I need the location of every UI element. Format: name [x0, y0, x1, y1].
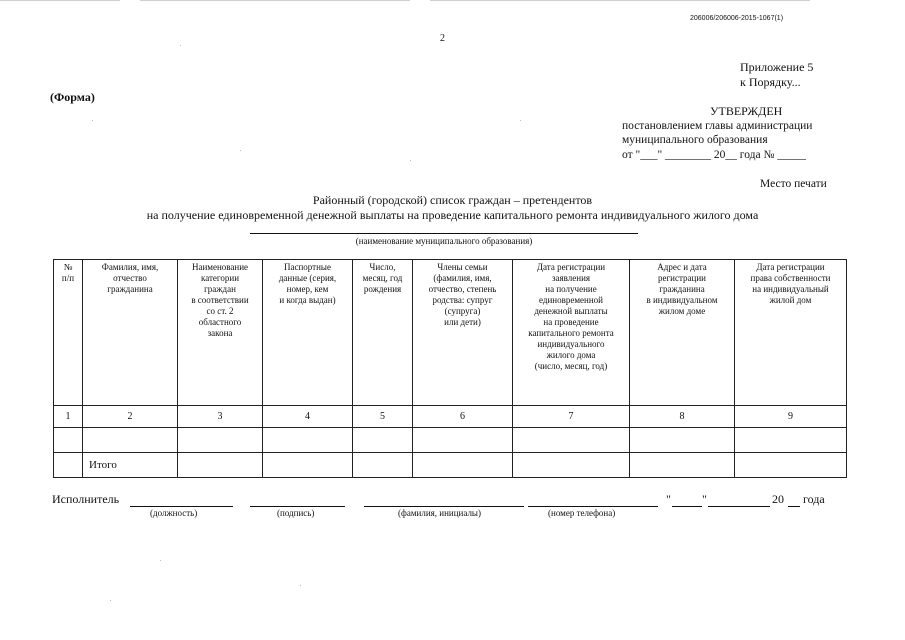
empty-cell	[630, 428, 735, 453]
empty-cell	[83, 428, 178, 453]
empty-cell	[353, 428, 413, 453]
empty-cell	[178, 428, 263, 453]
scan-speck	[110, 600, 111, 601]
scan-edge	[140, 0, 410, 1]
column-header: Дата регистрации права собственности на индивидуальный жилой дом	[735, 260, 847, 406]
scan-edge	[0, 0, 120, 1]
empty-cell	[735, 453, 847, 478]
appendix-note	[740, 60, 813, 90]
approval-line-1: постановлением главы администрации	[622, 119, 813, 132]
position-caption: (должность)	[150, 508, 198, 518]
empty-cell	[54, 453, 83, 478]
column-header: Число, месяц, год рождения	[353, 260, 413, 406]
phone-caption: (номер телефона)	[548, 508, 616, 518]
document-title-line-1: Районный (городской) список граждан – претендентов	[312, 193, 593, 207]
column-header: Адрес и дата регистрации гражданина в индивидуальном жилом доме	[630, 260, 735, 406]
document-id: 206006/206006-2015-1067(1)	[690, 15, 784, 22]
approval-block	[622, 104, 812, 162]
empty-cell	[54, 428, 83, 453]
document-title-line-2: на получение единовременной денежной выплаты на проведение капитального ремонта индивидуального жилого дома	[146, 208, 759, 222]
column-number: 9	[735, 406, 847, 428]
column-header: Паспортные данные (серия, номер, кем и когда выдан)	[263, 260, 353, 406]
applicants-table	[53, 259, 847, 478]
approval-title: УТВЕРЖДЕН	[710, 104, 783, 118]
year-fill-line	[788, 506, 800, 507]
empty-cell	[513, 453, 630, 478]
empty-cell	[630, 453, 735, 478]
column-number: 1	[54, 406, 83, 428]
column-header: Фамилия, имя, отчество гражданина	[83, 260, 178, 406]
signature-caption: (подпись)	[277, 508, 315, 518]
empty-cell	[413, 453, 513, 478]
column-header: Члены семьи (фамилия, имя, отчество, степень родства: супруг (супруга) или дети)	[413, 260, 513, 406]
phone-fill-line	[528, 506, 658, 507]
empty-cell	[513, 428, 630, 453]
municipality-caption: (наименование муниципального образования)	[355, 236, 533, 246]
scan-speck	[410, 160, 411, 161]
column-header: № п/п	[54, 260, 83, 406]
empty-cell	[413, 428, 513, 453]
column-number: 4	[263, 406, 353, 428]
empty-cell	[263, 428, 353, 453]
scan-speck	[92, 120, 93, 121]
column-header: Дата регистрации заявления на получение единовременной денежной выплаты на проведение капитального ремонта индивидуального жилого дома (число, месяц, год)	[513, 260, 630, 406]
scan-speck	[160, 560, 161, 561]
column-number: 5	[353, 406, 413, 428]
name-caption: (фамилия, инициалы)	[398, 508, 481, 518]
empty-cell	[263, 453, 353, 478]
position-fill-line	[130, 506, 233, 507]
scan-edge	[430, 0, 810, 1]
form-label: (Форма)	[50, 90, 95, 104]
page-number: 2	[440, 33, 445, 44]
total-label: Итого	[83, 453, 178, 478]
table-header-row	[54, 260, 847, 406]
name-fill-line	[364, 506, 524, 507]
empty-cell	[735, 428, 847, 453]
stamp-place: Место печати	[760, 178, 827, 190]
empty-cell	[178, 453, 263, 478]
column-number: 6	[413, 406, 513, 428]
approval-line-3: от "___" ________ 20__ года № _____	[622, 148, 807, 161]
date-quote-open: "	[666, 492, 671, 506]
column-number-row	[54, 406, 847, 428]
column-number: 3	[178, 406, 263, 428]
date-quote-close: "	[702, 492, 707, 506]
column-number: 7	[513, 406, 630, 428]
empty-cell	[353, 453, 413, 478]
month-fill-line	[708, 506, 770, 507]
day-fill-line	[672, 506, 702, 507]
year-suffix: года	[803, 492, 825, 506]
scan-speck	[520, 120, 521, 121]
executor-label: Исполнитель	[52, 492, 120, 506]
appendix-line-1: Приложение 5	[740, 60, 814, 74]
total-row	[54, 453, 847, 478]
column-header: Наименование категории граждан в соответствии со ст. 2 областного закона	[178, 260, 263, 406]
empty-data-row	[54, 428, 847, 453]
scan-speck	[300, 585, 301, 586]
year-prefix: 20	[772, 492, 784, 506]
municipality-fill-line	[250, 233, 638, 234]
appendix-line-2: к Порядку...	[740, 75, 801, 89]
approval-line-2: муниципального образования	[622, 134, 768, 146]
scan-speck	[180, 45, 181, 46]
scan-speck	[240, 150, 241, 151]
column-number: 8	[630, 406, 735, 428]
signature-fill-line	[250, 506, 345, 507]
column-number: 2	[83, 406, 178, 428]
